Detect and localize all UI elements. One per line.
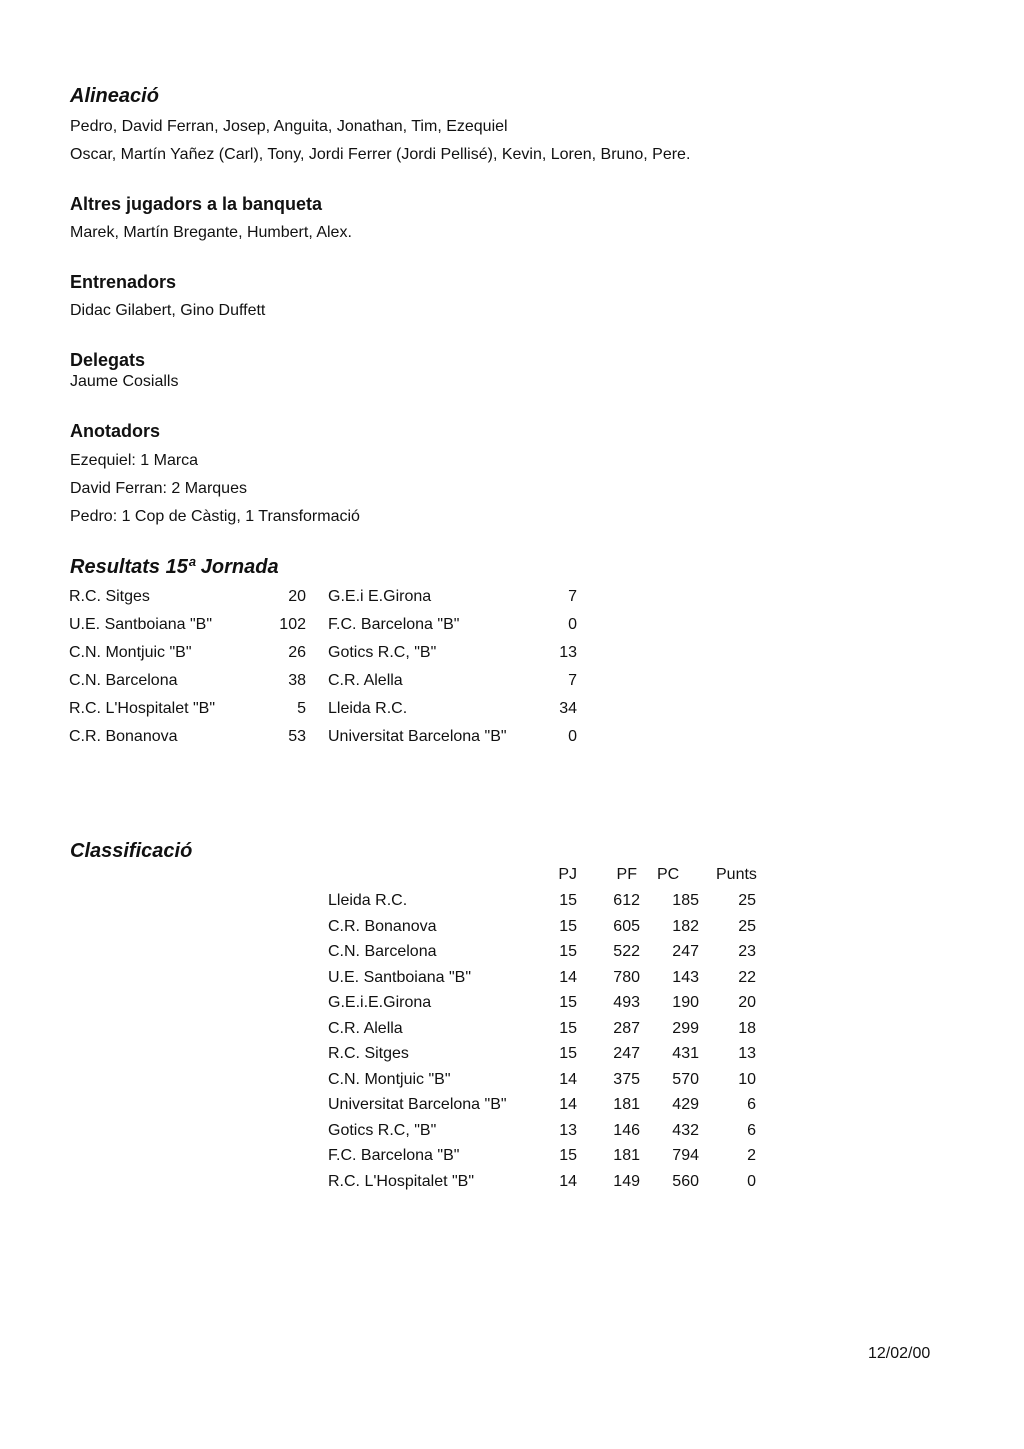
standing-pf: 605 bbox=[613, 917, 640, 935]
standing-team: C.R. Bonanova bbox=[328, 917, 437, 935]
standing-pc: 247 bbox=[672, 943, 699, 960]
standing-punts: 18 bbox=[738, 1019, 756, 1037]
result-home-score: 26 bbox=[288, 644, 306, 661]
standing-pc: 182 bbox=[672, 917, 699, 935]
banqueta-heading: Altres jugadors a la banqueta bbox=[70, 194, 323, 214]
entrenadors-heading: Entrenadors bbox=[70, 272, 177, 292]
standing-punts: 20 bbox=[738, 994, 756, 1011]
anotador-line: Ezequiel: 1 Marca bbox=[70, 452, 199, 469]
standing-pf: 493 bbox=[613, 994, 640, 1011]
standing-pf: 287 bbox=[613, 1019, 640, 1037]
standing-pj: 14 bbox=[559, 1172, 577, 1190]
standing-team: Lleida R.C. bbox=[328, 892, 408, 909]
alineacio-heading: Alineació bbox=[70, 85, 159, 107]
standing-team: C.N. Montjuic "B" bbox=[328, 1070, 451, 1088]
standing-pf: 522 bbox=[613, 943, 640, 960]
result-home-score: 53 bbox=[288, 728, 306, 745]
result-home-score: 38 bbox=[288, 672, 306, 689]
standing-punts: 6 bbox=[747, 1121, 756, 1139]
standing-pc: 143 bbox=[672, 968, 699, 986]
result-home-score: 102 bbox=[279, 616, 306, 633]
result-away-score: 13 bbox=[559, 644, 577, 661]
anotadors-heading: Anotadors bbox=[70, 421, 160, 441]
standing-team: G.E.i.E.Girona bbox=[328, 994, 432, 1011]
standing-pc: 185 bbox=[672, 892, 699, 909]
standing-pf: 780 bbox=[613, 968, 640, 986]
standing-team: C.R. Alella bbox=[328, 1019, 403, 1037]
standing-pj: 15 bbox=[559, 917, 577, 935]
result-home-team: R.C. Sitges bbox=[69, 588, 150, 605]
standing-pc: 431 bbox=[672, 1045, 699, 1062]
standing-pc: 299 bbox=[672, 1019, 699, 1037]
standing-pj: 13 bbox=[559, 1121, 577, 1139]
alineacio-line: Oscar, Martín Yañez (Carl), Tony, Jordi Ferrer (Jordi Pellisé), Kevin, Loren, Bruno, Pere. bbox=[70, 146, 691, 163]
result-home-team: C.R. Bonanova bbox=[69, 728, 178, 745]
result-away-team: Lleida R.C. bbox=[328, 700, 408, 717]
standing-team: U.E. Santboiana "B" bbox=[328, 968, 471, 986]
standing-team: C.N. Barcelona bbox=[328, 943, 437, 960]
standing-pc: 560 bbox=[672, 1172, 699, 1190]
standing-pc: 432 bbox=[672, 1121, 699, 1139]
result-away-team: C.R. Alella bbox=[328, 672, 403, 689]
result-home-team: R.C. L'Hospitalet "B" bbox=[69, 700, 216, 717]
standing-pf: 612 bbox=[613, 892, 640, 909]
standing-punts: 0 bbox=[747, 1172, 756, 1190]
header-pf: PF bbox=[616, 866, 637, 883]
delegats-text: Jaume Cosialls bbox=[70, 373, 179, 390]
result-home-score: 5 bbox=[297, 700, 306, 717]
standing-pj: 15 bbox=[559, 1045, 577, 1062]
entrenadors-text: Didac Gilabert, Gino Duffett bbox=[70, 302, 266, 319]
header-pc: PC bbox=[657, 866, 680, 883]
standing-pj: 15 bbox=[559, 1147, 577, 1164]
standing-team: Gotics R.C, "B" bbox=[328, 1121, 437, 1139]
standing-team: R.C. L'Hospitalet "B" bbox=[328, 1172, 475, 1190]
alineacio-line: Pedro, David Ferran, Josep, Anguita, Jonathan, Tim, Ezequiel bbox=[70, 118, 508, 135]
standing-pc: 570 bbox=[672, 1070, 699, 1088]
standing-pf: 146 bbox=[613, 1121, 640, 1139]
standing-pc: 190 bbox=[672, 994, 699, 1011]
result-away-score: 7 bbox=[568, 672, 577, 689]
result-away-team: G.E.i E.Girona bbox=[328, 588, 432, 605]
result-away-score: 0 bbox=[568, 616, 577, 633]
standing-pj: 15 bbox=[559, 994, 577, 1011]
standing-pf: 181 bbox=[613, 1096, 640, 1113]
standing-pc: 794 bbox=[672, 1147, 699, 1164]
standing-team: F.C. Barcelona "B" bbox=[328, 1147, 460, 1164]
result-away-team: F.C. Barcelona "B" bbox=[328, 616, 460, 633]
standing-pj: 14 bbox=[559, 1096, 577, 1113]
standing-pj: 15 bbox=[559, 892, 577, 909]
standing-pj: 15 bbox=[559, 1019, 577, 1037]
standing-pf: 375 bbox=[613, 1070, 640, 1088]
standing-punts: 13 bbox=[738, 1045, 756, 1062]
standing-punts: 23 bbox=[738, 943, 756, 960]
anotador-line: Pedro: 1 Cop de Càstig, 1 Transformació bbox=[70, 508, 360, 525]
standing-punts: 10 bbox=[738, 1070, 756, 1088]
result-away-score: 34 bbox=[559, 700, 577, 717]
standing-punts: 2 bbox=[747, 1147, 756, 1164]
standing-pj: 15 bbox=[559, 943, 577, 960]
result-home-team: C.N. Montjuic "B" bbox=[69, 644, 192, 661]
result-home-score: 20 bbox=[288, 588, 306, 605]
standing-punts: 6 bbox=[747, 1096, 756, 1113]
result-away-score: 0 bbox=[568, 728, 577, 745]
header-pj: PJ bbox=[558, 866, 577, 883]
standing-punts: 25 bbox=[738, 892, 756, 909]
standing-punts: 22 bbox=[738, 968, 756, 986]
standing-team: Universitat Barcelona "B" bbox=[328, 1096, 507, 1113]
standing-pj: 14 bbox=[559, 968, 577, 986]
standing-pc: 429 bbox=[672, 1096, 699, 1113]
standing-pf: 181 bbox=[613, 1147, 640, 1164]
result-home-team: C.N. Barcelona bbox=[69, 672, 178, 689]
result-away-score: 7 bbox=[568, 588, 577, 605]
resultats-heading: Resultats 15ª Jornada bbox=[70, 556, 279, 578]
result-away-team: Universitat Barcelona "B" bbox=[328, 728, 507, 745]
banqueta-text: Marek, Martín Bregante, Humbert, Alex. bbox=[70, 224, 352, 241]
standing-pf: 149 bbox=[613, 1172, 640, 1190]
standing-pj: 14 bbox=[559, 1070, 577, 1088]
delegats-heading: Delegats bbox=[70, 350, 146, 370]
standing-punts: 25 bbox=[738, 917, 756, 935]
header-punts: Punts bbox=[716, 866, 757, 883]
standing-pf: 247 bbox=[613, 1045, 640, 1062]
standing-team: R.C. Sitges bbox=[328, 1045, 409, 1062]
classificacio-heading: Classificació bbox=[70, 840, 193, 862]
result-away-team: Gotics R.C, "B" bbox=[328, 644, 437, 661]
result-home-team: U.E. Santboiana "B" bbox=[69, 616, 212, 633]
anotador-line: David Ferran: 2 Marques bbox=[70, 480, 247, 497]
footer-date: 12/02/00 bbox=[868, 1345, 931, 1362]
